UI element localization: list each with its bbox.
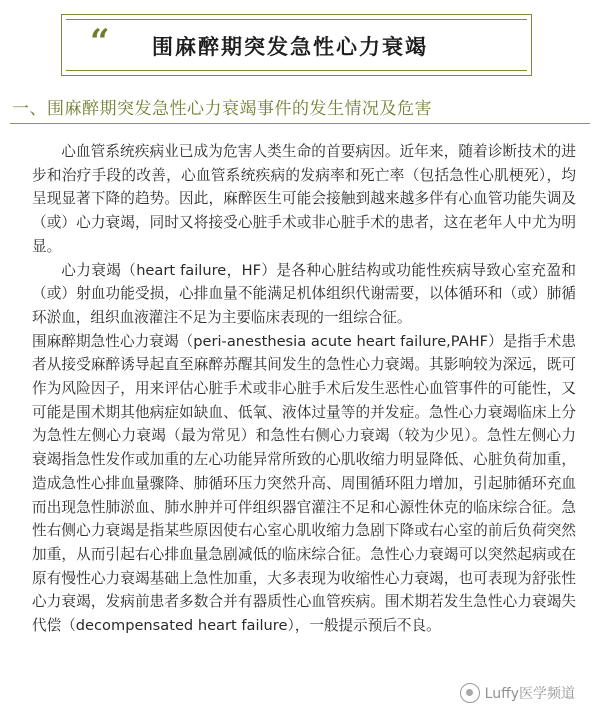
page-title: 围麻醉期突发急性心力衰竭 [152, 35, 428, 59]
paragraph-intro: 心血管系统疾病业已成为危害人类生命的首要病因。近年来，随着诊断技术的进步和治疗手段的改善，心血管系统疾病的发病率和死亡率（包括急性心肌梗死），均呈现显著下降的趋势。因此，麻醉医生可能会接触到越来越多伴有心血管功能失调及（或）心力衰竭，同时又将接受心脏手术或非心脏手术的患者，这在老年人中尤为明显。 [32, 143, 576, 255]
paragraph-definition-pahf: 围麻醉期急性心力衰竭（peri-anesthesia acute heart failure,PAHF）是指手术患者从接受麻醉诱导起直至麻醉苏醒其间发生的急性心力衰竭。其影响较为深远，既可作为风险因子，用来评估心脏手术或非心脏手术后发生恶性心血管事件的可能性，又可能是围术期其他病症如缺血、低氧、液体过量等的并发症。急性心力衰竭临床上分为急性左侧心力衰竭（最为常见）和急性右侧心力衰竭（较为少见）。急性左侧心力衰竭指急性发作或加重的左心功能异常所致的心肌收缩力明显降低、心脏负荷加重，造成急性心排血量骤降、肺循环压力突然升高、周围循环阻力增加，引起肺循环充血而出现急性肺淤血、肺水肿并可伴组织器官灌注不足和心源性休克的临床综合征。急性右侧心力衰竭是指某些原因使右心室心肌收缩力急剧下降或右心室的前后负荷突然加重，从而引起右心排血量急剧减低的临床综合征。急性心力衰竭可以突然起病或在原有慢性心力衰竭基础上急性加重，大多表现为收缩性心力衰竭，也可表现为舒张性心力衰竭，发病前患者多数合并有器质性心血管疾病。围术期若发生急性心力衰竭失代偿（decompensated heart failure），一般提示预后不良。 [32, 332, 576, 635]
watermark [460, 683, 575, 703]
section-divider [10, 123, 590, 124]
section-heading: 一、围麻醉期突发急性心力衰竭事件的发生情况及危害 [12, 99, 432, 119]
article-body [32, 140, 576, 638]
quote-mark-icon: “ [90, 22, 110, 62]
watermark-text: Luffy医学频道 [484, 686, 575, 702]
title-frame [61, 14, 532, 76]
channel-logo-icon [460, 683, 480, 703]
paragraph-definition-hf: 心力衰竭（heart failure，HF）是各种心脏结构或功能性疾病导致心室充盈和（或）射血功能受损，心排血量不能满足机体组织代谢需要，以体循环和（或）肺循环淤血，组织血液灌注不足为主要临床表现的一组综合征。 [32, 261, 576, 326]
